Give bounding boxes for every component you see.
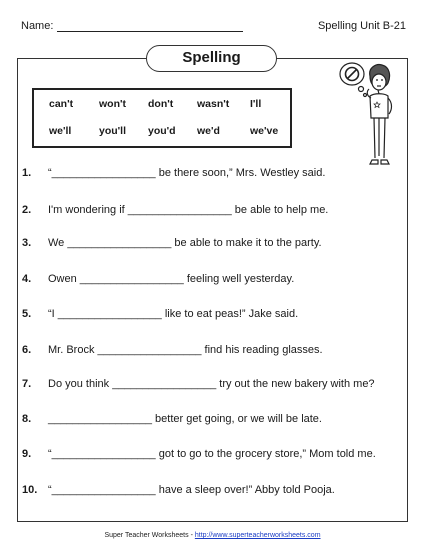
worksheet-title: Spelling <box>146 45 277 72</box>
word-bank-word: you'll <box>99 125 126 137</box>
question-text: “_________________ be there soon,” Mrs. Westley said. <box>48 167 326 179</box>
question-number: 8. <box>22 413 32 425</box>
word-bank-word: I'll <box>250 98 262 110</box>
question-item <box>22 483 402 497</box>
question-number: 10. <box>22 484 38 496</box>
question-text: “I _________________ like to eat peas!” Jake said. <box>48 308 299 320</box>
question-text: Do you think _________________ try out the new bakery with me? <box>48 378 375 390</box>
question-text: _________________ better get going, or we will be late. <box>48 413 322 425</box>
question-text: I'm wondering if _________________ be able to help me. <box>48 204 329 216</box>
question-text: Owen _________________ feeling well yesterday. <box>48 273 295 285</box>
question-item <box>22 272 402 286</box>
worksheet-header <box>21 20 406 36</box>
question-number: 5. <box>22 308 32 320</box>
question-item <box>22 203 402 217</box>
question-text: “_________________ got to go to the grocery store,” Mom told me. <box>48 448 376 460</box>
question-item <box>22 166 402 180</box>
question-item <box>22 447 402 461</box>
question-number: 2. <box>22 204 32 216</box>
name-blank-line[interactable] <box>57 31 243 32</box>
word-bank <box>32 88 292 148</box>
word-bank-word: you'd <box>148 125 176 137</box>
question-number: 9. <box>22 448 32 460</box>
footer-text: Super Teacher Worksheets - <box>104 532 195 539</box>
question-number: 1. <box>22 167 32 179</box>
question-text: We _________________ be able to make it to the party. <box>48 237 322 249</box>
name-label: Name: <box>21 20 54 32</box>
question-text: Mr. Brock _________________ find his reading glasses. <box>48 344 323 356</box>
word-bank-word: wasn't <box>197 98 230 110</box>
page-footer <box>0 532 425 539</box>
question-number: 4. <box>22 273 32 285</box>
question-item <box>22 307 402 321</box>
word-bank-word: we'd <box>197 125 220 137</box>
word-bank-word: won't <box>99 98 126 110</box>
unit-label: Spelling Unit B-21 <box>317 20 406 32</box>
question-number: 7. <box>22 378 32 390</box>
question-item <box>22 377 402 391</box>
question-item <box>22 236 402 250</box>
footer-link[interactable]: http://www.superteacherworksheets.com <box>194 532 321 539</box>
girl-with-no-sign-bubble-icon <box>330 58 405 178</box>
question-item <box>22 412 402 426</box>
word-bank-word: don't <box>148 98 174 110</box>
question-number: 6. <box>22 344 32 356</box>
question-text: “_________________ have a sleep over!” Abby told Pooja. <box>48 484 335 496</box>
word-bank-word: we've <box>250 125 279 137</box>
question-item <box>22 343 402 357</box>
word-bank-word: we'll <box>49 125 72 137</box>
question-number: 3. <box>22 237 32 249</box>
word-bank-word: can't <box>49 98 74 110</box>
